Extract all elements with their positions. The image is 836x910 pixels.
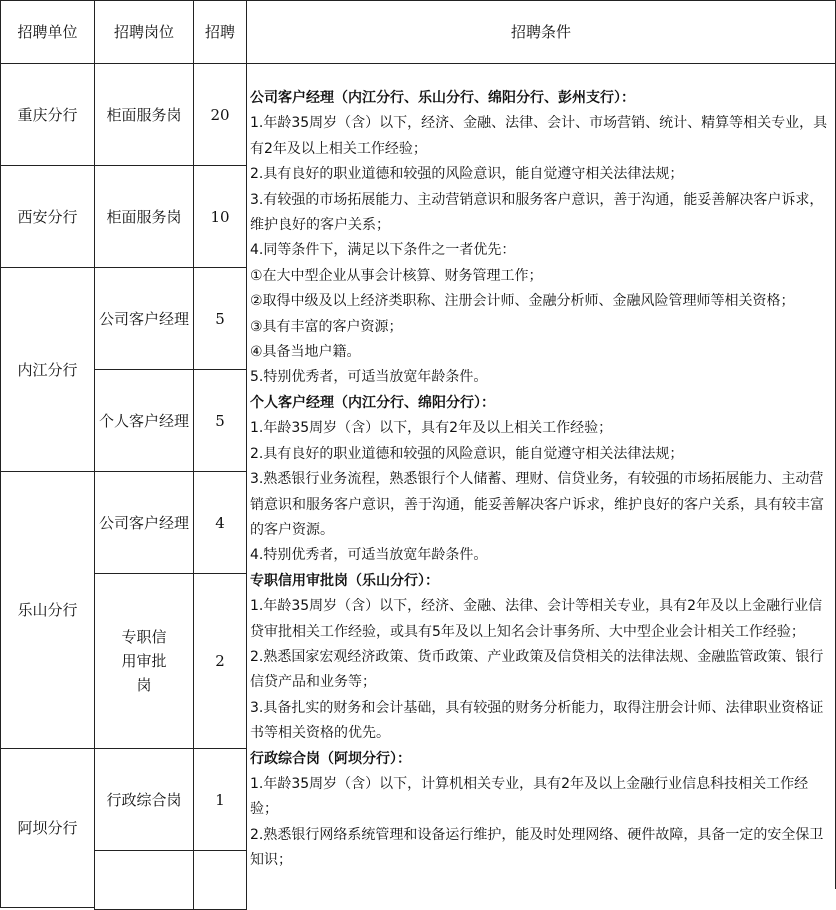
requirement-line: 2.熟悉国家宏观经济政策、货币政策、产业政策及信贷相关的法律法规、金融监管政策、银行信贷产品和业务等； [250, 648, 824, 691]
requirement-heading: 个人客户经理（内江分行、绵阳分行）： [250, 394, 495, 411]
count-cell: 20 [193, 63, 247, 166]
requirement-heading: 公司客户经理（内江分行、乐山分行、绵阳分行、彭州支行）： [250, 90, 635, 106]
position-cell: 公司客户经理 [94, 267, 194, 370]
requirement-line: 3.熟悉银行业务流程，熟悉银行个人储蓄、理财、信贷业务，有较强的市场拓展能力、主动营销意识和服务客户意识，善于沟通，能妥善解决客户诉求，维护良好的客户关系，具有较丰富的客户资源。 [250, 471, 824, 538]
requirement-line: 1.年龄35周岁（含）以下，计算机相关专业，具有2年及以上金融行业信息科技相关工作经验； [250, 775, 809, 818]
requirement-line: 1.年龄35周岁（含）以下，具有2年及以上相关工作经验； [250, 420, 613, 437]
requirement-line: ①在大中型企业从事会计核算、财务管理工作； [250, 267, 543, 284]
requirement-line: 2.具有良好的职业道德和较强的风险意识，能自觉遵守相关法律法规； [250, 166, 684, 183]
requirement-line: 3.有较强的市场拓展能力、主动营销意识和服务客户意识，善于沟通，能妥善解决客户诉求，维护良好的客户关系； [250, 191, 824, 234]
requirements-text [246, 63, 836, 889]
header-position: 招聘岗位 [94, 0, 194, 64]
position-cell [94, 850, 194, 910]
unit-cell: 西安分行 [0, 165, 95, 268]
requirement-line: 2.熟悉银行网络系统管理和设备运行维护，能及时处理网络、硬件故障，具备一定的安全保卫知识； [250, 826, 824, 869]
position-cell: 柜面服务岗 [94, 63, 194, 166]
requirement-line: 4.同等条件下，满足以下条件之一者优先： [250, 242, 516, 259]
position-cell: 专职信用审批岗 [94, 573, 194, 749]
position-cell: 公司客户经理 [94, 471, 194, 574]
position-cell: 个人客户经理 [94, 369, 194, 472]
requirement-line: 3.具备扎实的财务和会计基础，具有较强的财务分析能力，取得注册会计师、法律职业资格证书等相关资格的优先。 [250, 699, 824, 742]
requirement-line: ②取得中级及以上经济类职称、注册会计师、金融分析师、金融风险管理师等相关资格； [250, 293, 795, 310]
position-cell: 柜面服务岗 [94, 165, 194, 268]
count-cell: 5 [193, 369, 247, 472]
header-conditions: 招聘条件 [246, 0, 836, 64]
count-cell: 5 [193, 267, 247, 370]
requirement-line: 1.年龄35周岁（含）以下，经济、金融、法律、会计等相关专业，具有2年及以上金融行业信贷审批相关工作经验，或具有5年及以上知名会计事务所、大中型企业会计相关工作经验； [250, 598, 823, 640]
requirement-line: 5.特别优秀者，可适当放宽年龄条件。 [250, 369, 488, 386]
requirement-line: ③具有丰富的客户资源； [250, 318, 403, 335]
unit-cell: 重庆分行 [0, 63, 95, 166]
requirement-heading: 行政综合岗（阿坝分行）： [250, 750, 411, 767]
requirement-line: 1.年龄35周岁（含）以下，经济、金融、法律、会计、市场营销、统计、精算等相关专业，具有2年及以上相关工作经验； [250, 115, 828, 157]
requirement-line: ④具备当地户籍。 [250, 344, 361, 361]
header-count: 招聘 [193, 0, 247, 64]
count-cell: 1 [193, 748, 247, 851]
unit-cell: 乐山分行 [0, 471, 95, 749]
requirement-line: 4.特别优秀者，可适当放宽年龄条件。 [250, 547, 488, 564]
position-cell: 行政综合岗 [94, 748, 194, 851]
count-cell: 2 [193, 573, 247, 749]
requirement-line: 2.具有良好的职业道德和较强的风险意识，能自觉遵守相关法律法规； [250, 445, 684, 462]
count-cell: 10 [193, 165, 247, 268]
unit-cell: 阿坝分行 [0, 748, 95, 908]
unit-cell: 内江分行 [0, 267, 95, 472]
header-unit: 招聘单位 [0, 0, 95, 64]
count-cell: 4 [193, 471, 247, 574]
count-cell [193, 850, 247, 910]
requirement-heading: 专职信用审批岗（乐山分行）： [250, 572, 439, 589]
